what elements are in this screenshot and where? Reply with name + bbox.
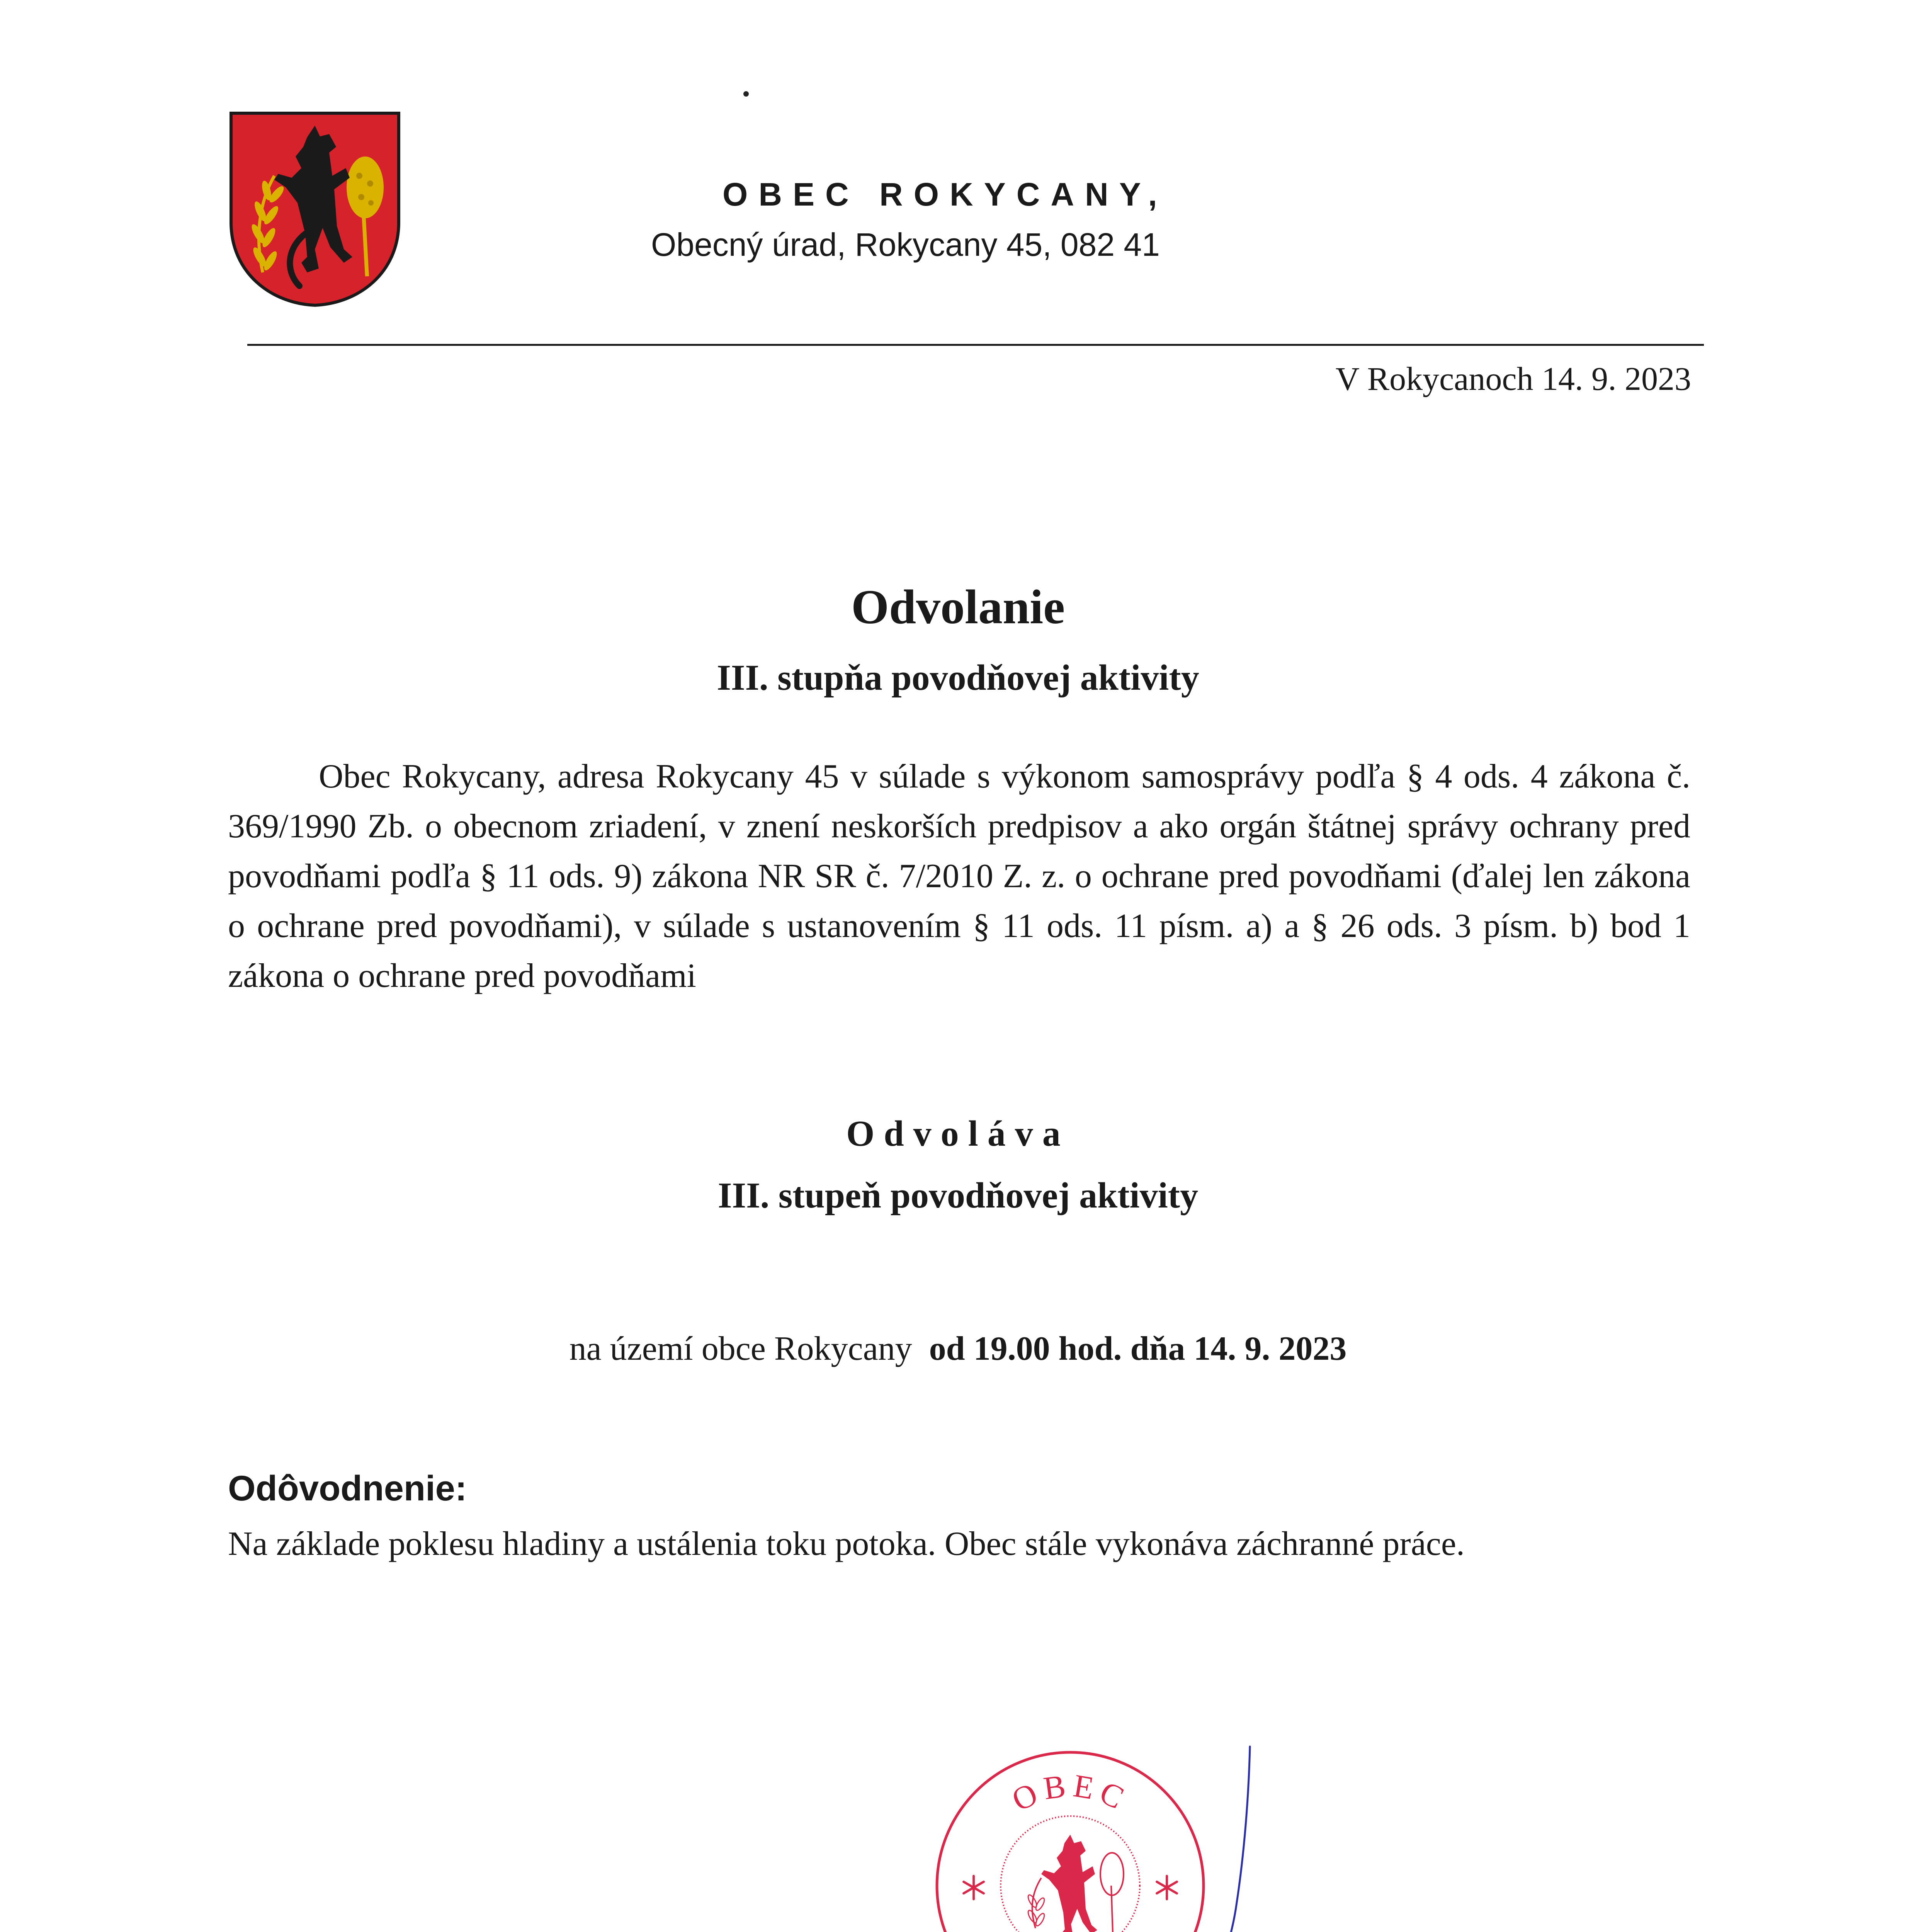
territory-prefix: na území obce Rokycany — [569, 1330, 912, 1367]
round-official-stamp-icon — [931, 1747, 1209, 1932]
organization-name: OBEC ROKYCANY, — [723, 176, 1168, 213]
place-date: V Rokycanoch 14. 9. 2023 — [1335, 360, 1691, 397]
reason-text: Na základe poklesu hladiny a ustálenia toku potoka. Obec stále vykonáva záchranné práce. — [228, 1525, 1465, 1563]
document-subtitle: III. stupňa povodňovej aktivity — [717, 658, 1199, 698]
action-subheading: III. stupeň povodňovej aktivity — [717, 1175, 1199, 1216]
document-title: Odvolanie — [851, 580, 1065, 634]
effective-time: od 19.00 hod. dňa 14. 9. 2023 — [929, 1330, 1347, 1367]
scan-speck — [743, 91, 749, 97]
organization-address: Obecný úrad, Rokycany 45, 082 41 — [651, 226, 1160, 263]
action-heading: Odvoláva — [846, 1114, 1070, 1154]
reason-heading: Odôvodnenie: — [228, 1469, 467, 1508]
header-divider — [247, 344, 1704, 346]
territory-line — [0, 1329, 1916, 1368]
svg-text:OBEC — [1006, 1767, 1134, 1818]
legal-basis-paragraph: Obec Rokycany, adresa Rokycany 45 v súlade s výkonom samosprávy podľa § 4 ods. 4 zákona č. 369/1990 Zb. o obecnom zriadení, v znení neskorších predpisov a ako orgán štátnej správy ochrany pred povodňami podľa § 11 ods. 9) zákona NR SR č. 7/2010 Z. z. o ochrane pred povodňami (ďalej len zákona o ochrane pred povodňami), v súlade s ustanovením § 11 ods. 11 písm. a) a § 26 ods. 3 písm. b) bod 1 zákona o ochrane pred povodňami — [228, 758, 1690, 995]
stamp-text-top: OBEC — [1006, 1767, 1134, 1819]
coat-of-arms-wolf-icon — [228, 110, 402, 307]
handwritten-signature-icon — [1198, 1739, 1325, 1932]
